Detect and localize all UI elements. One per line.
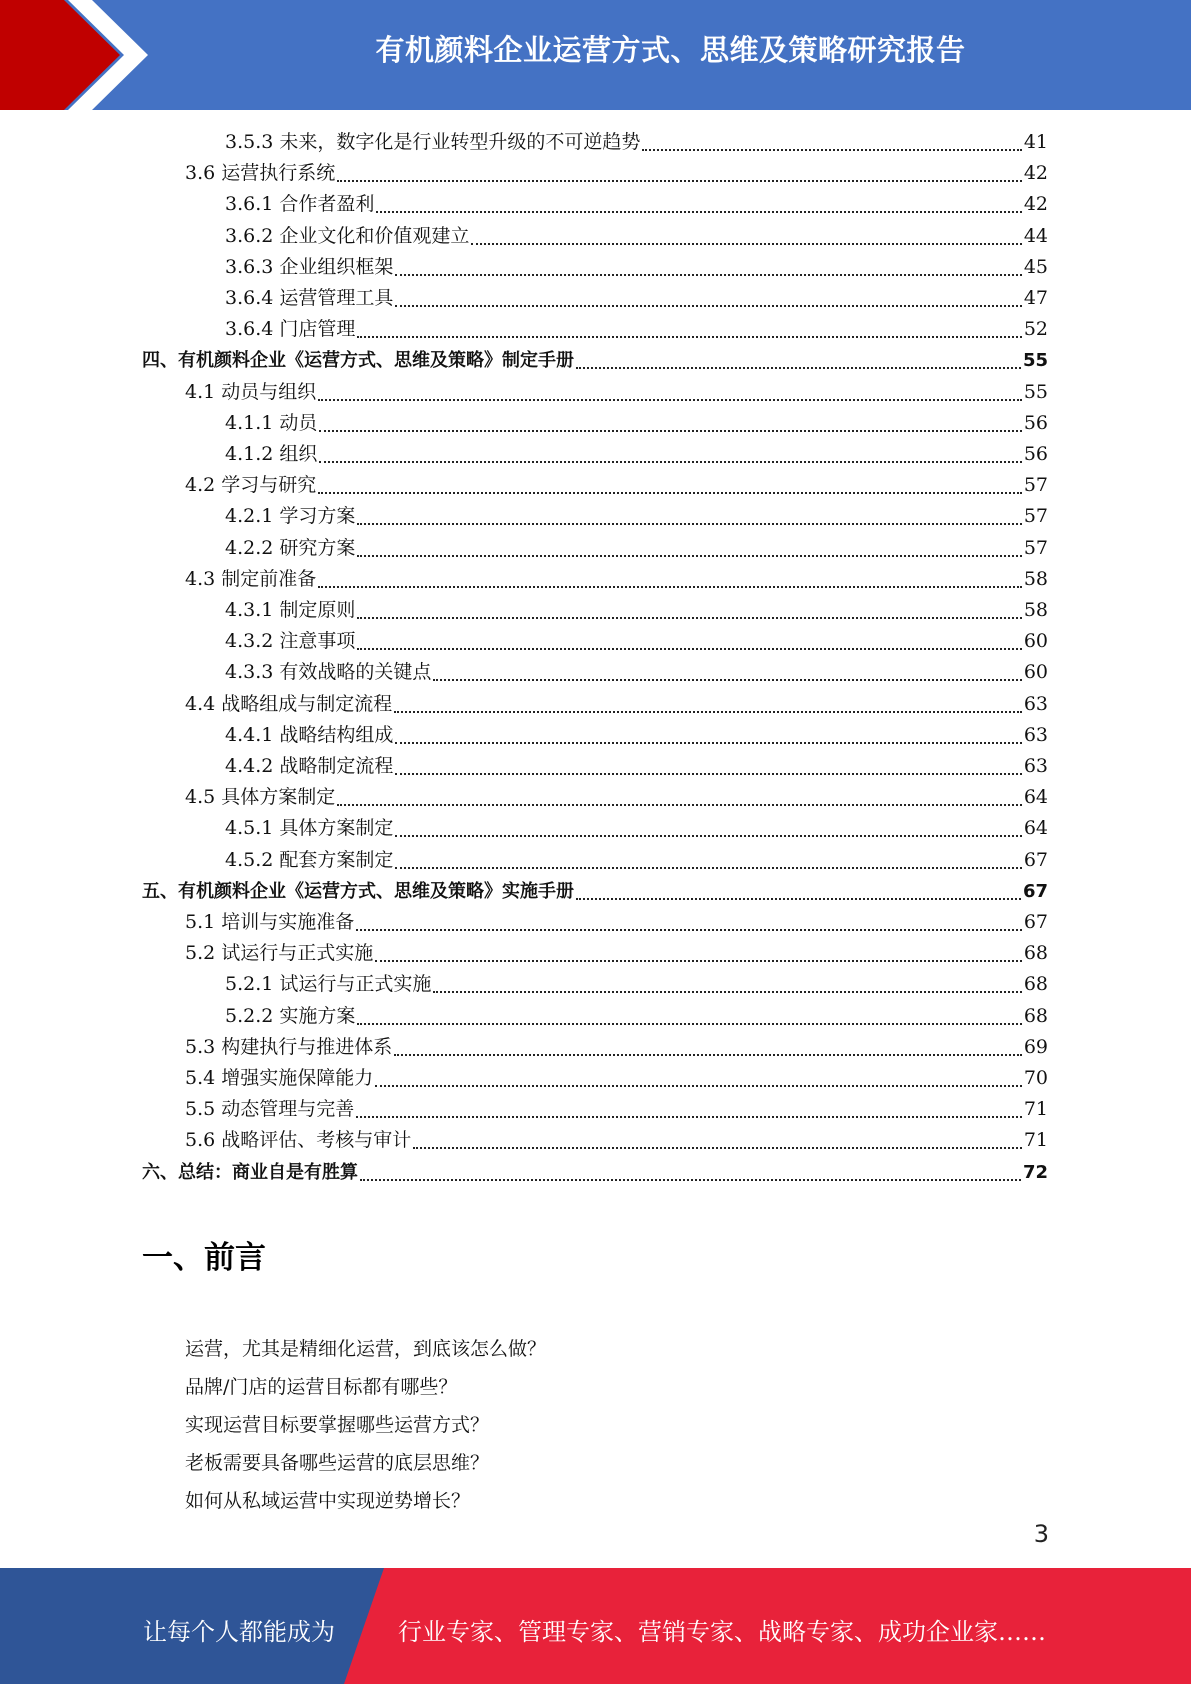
intro-questions <box>185 1330 546 1520</box>
toc-entry[interactable] <box>185 907 1048 938</box>
toc-entry-page: 63 <box>1023 692 1048 715</box>
toc-dot-leader <box>413 1146 1022 1149</box>
toc-entry-page: 55 <box>1023 380 1048 403</box>
page-number: 3 <box>1033 1520 1049 1548</box>
toc-dot-leader <box>356 1115 1022 1118</box>
toc-dot-leader <box>395 273 1021 276</box>
toc-entry-label: 4.3.3 有效战略的关键点 <box>225 661 432 684</box>
toc-dot-leader <box>576 897 1021 900</box>
toc-entry[interactable] <box>225 845 1048 876</box>
toc-entry[interactable] <box>225 626 1048 657</box>
toc-entry[interactable] <box>225 751 1048 782</box>
toc-entry[interactable] <box>225 501 1048 532</box>
toc-entry-page: 70 <box>1023 1067 1048 1089</box>
toc-dot-leader <box>395 834 1021 837</box>
toc-entry-label: 4.3.2 注意事项 <box>225 630 356 653</box>
toc-entry[interactable] <box>225 189 1048 220</box>
toc-entry-label: 5.1 培训与实施准备 <box>185 911 355 933</box>
toc-entry-label: 5.2.1 试运行与正式实施 <box>225 973 432 996</box>
toc-entry-page: 64 <box>1023 817 1048 840</box>
toc-entry-label: 5.2.2 实施方案 <box>225 1004 356 1027</box>
toc-entry[interactable] <box>185 1125 1048 1156</box>
toc-entry-page: 42 <box>1023 162 1048 185</box>
toc-entry-page: 44 <box>1023 224 1048 247</box>
toc-entry-page: 57 <box>1023 536 1048 559</box>
toc-entry-page: 71 <box>1023 1129 1048 1152</box>
toc-dot-leader <box>395 772 1021 775</box>
toc-entry-page: 41 <box>1023 131 1048 153</box>
toc-entry-label: 4.4.2 战略制定流程 <box>225 755 394 777</box>
toc-entry-label: 5.3 构建执行与推进体系 <box>185 1035 393 1058</box>
toc-entry[interactable] <box>225 127 1048 158</box>
toc-entry-page: 42 <box>1023 193 1048 216</box>
toc-entry-label: 五、有机颜料企业《运营方式、思维及策略》实施手册 <box>142 880 574 902</box>
toc-entry-page: 60 <box>1023 630 1048 653</box>
intro-line: 老板需要具备哪些运营的底层思维？ <box>185 1452 490 1474</box>
toc-entry-label: 3.6.1 合作者盈利 <box>225 193 375 216</box>
toc-entry[interactable] <box>185 1063 1048 1094</box>
toc-entry-label: 六、总结：商业自是有胜算 <box>142 1161 358 1183</box>
toc-entry[interactable] <box>185 377 1048 408</box>
report-title: 有机颜料企业运营方式、思维及策略研究报告 <box>375 33 966 67</box>
toc-entry[interactable] <box>225 1001 1048 1032</box>
toc-entry-label: 4.2.1 学习方案 <box>225 505 356 528</box>
toc-entry-page: 63 <box>1023 755 1048 777</box>
toc-dot-leader <box>356 928 1022 931</box>
toc-chapter-entry[interactable] <box>142 345 1048 376</box>
toc-entry-page: 68 <box>1023 973 1048 996</box>
toc-dot-leader <box>319 460 1021 463</box>
toc-dot-leader <box>357 522 1021 525</box>
toc-dot-leader <box>357 647 1021 650</box>
toc-dot-leader <box>395 866 1021 869</box>
toc-entry-page: 69 <box>1023 1035 1048 1058</box>
toc-entry[interactable] <box>225 969 1048 1000</box>
toc-entry-label: 4.2 学习与研究 <box>185 474 317 497</box>
toc-entry[interactable] <box>225 252 1048 283</box>
toc-entry[interactable] <box>225 221 1048 252</box>
toc-entry-page: 67 <box>1023 848 1048 871</box>
toc-dot-leader <box>318 491 1022 494</box>
toc-dot-leader <box>357 554 1021 557</box>
toc-entry-page: 58 <box>1023 567 1048 590</box>
toc-entry-label: 4.3.1 制定原则 <box>225 599 356 621</box>
toc-entry-label: 5.5 动态管理与完善 <box>185 1098 355 1121</box>
toc-entry[interactable] <box>185 689 1048 720</box>
toc-entry-page: 68 <box>1023 1004 1048 1027</box>
toc-dot-leader <box>433 990 1021 993</box>
toc-chapter-entry[interactable] <box>142 876 1048 907</box>
footer-slogan-right: 行业专家、管理专家、营销专家、战略专家、成功企业家…… <box>398 1618 1046 1646</box>
toc-entry-page: 58 <box>1023 599 1048 621</box>
toc-entry-label: 5.4 增强实施保障能力 <box>185 1067 374 1089</box>
toc-dot-leader <box>394 1053 1022 1056</box>
toc-entry-label: 3.6.4 运营管理工具 <box>225 287 394 309</box>
toc-entry[interactable] <box>225 720 1048 751</box>
toc-entry-label: 4.2.2 研究方案 <box>225 536 356 559</box>
toc-entry-page: 71 <box>1023 1098 1048 1121</box>
toc-entry[interactable] <box>185 938 1048 969</box>
intro-line: 如何从私域运营中实现逆势增长？ <box>185 1490 471 1512</box>
toc-entry-label: 5.2 试运行与正式实施 <box>185 942 374 965</box>
toc-entry-label: 4.5 具体方案制定 <box>185 786 336 809</box>
toc-dot-leader <box>433 678 1021 681</box>
toc-dot-leader <box>357 1022 1021 1025</box>
toc-entry-page: 45 <box>1023 255 1048 278</box>
footer-slogan-left: 让每个人都能成为 <box>143 1618 335 1646</box>
toc-dot-leader <box>318 585 1022 588</box>
toc-entry[interactable] <box>225 533 1048 564</box>
toc-entry-page: 67 <box>1023 911 1048 933</box>
toc-entry-label: 4.1 动员与组织 <box>185 380 317 403</box>
toc-dot-leader <box>319 429 1021 432</box>
toc-entry-label: 4.5.1 具体方案制定 <box>225 817 394 840</box>
toc-entry-page: 52 <box>1023 318 1048 341</box>
toc-dot-leader <box>318 398 1022 401</box>
toc-dot-leader <box>375 1084 1022 1087</box>
toc-entry-page: 72 <box>1022 1161 1048 1183</box>
toc-dot-leader <box>360 1178 1021 1181</box>
toc-entry-label: 四、有机颜料企业《运营方式、思维及策略》制定手册 <box>142 350 574 372</box>
toc-entry-page: 57 <box>1023 505 1048 528</box>
toc-dot-leader <box>576 366 1021 369</box>
toc-dot-leader <box>395 741 1021 744</box>
toc-entry[interactable] <box>185 470 1048 501</box>
toc-entry-label: 3.6.4 门店管理 <box>225 318 356 341</box>
toc-entry-label: 4.4 战略组成与制定流程 <box>185 692 393 715</box>
toc-dot-leader <box>395 304 1021 307</box>
toc-entry[interactable] <box>185 564 1048 595</box>
toc-dot-leader <box>394 710 1022 713</box>
header-chevron-decoration <box>0 0 160 110</box>
toc-entry-page: 56 <box>1023 411 1048 434</box>
intro-line: 品牌/门店的运营目标都有哪些？ <box>185 1376 458 1398</box>
toc-entry-label: 4.4.1 战略结构组成 <box>225 723 394 746</box>
toc-entry-page: 47 <box>1023 287 1048 309</box>
toc-chapter-entry[interactable] <box>142 1157 1048 1188</box>
toc-entry-label: 4.5.2 配套方案制定 <box>225 848 394 871</box>
toc-entry-label: 4.1.1 动员 <box>225 411 318 434</box>
toc-dot-leader <box>357 616 1021 619</box>
toc-entry[interactable] <box>225 314 1048 345</box>
toc-entry-page: 55 <box>1022 350 1048 372</box>
toc-entry-label: 5.6 战略评估、考核与审计 <box>185 1129 412 1152</box>
toc-entry-label: 4.1.2 组织 <box>225 443 318 465</box>
page-footer <box>0 1568 1191 1684</box>
toc-entry-label: 4.3 制定前准备 <box>185 567 317 590</box>
toc-entry[interactable] <box>225 283 1048 314</box>
toc-entry-label: 3.5.3 未来，数字化是行业转型升级的不可逆趋势 <box>225 131 641 153</box>
toc-entry[interactable] <box>185 158 1048 189</box>
toc-dot-leader <box>337 803 1022 806</box>
toc-entry-label: 3.6 运营执行系统 <box>185 162 336 185</box>
toc-entry[interactable] <box>225 408 1048 439</box>
toc-entry[interactable] <box>185 1032 1048 1063</box>
toc-entry[interactable] <box>225 595 1048 626</box>
toc-entry[interactable] <box>225 813 1048 844</box>
toc-entry-label: 3.6.3 企业组织框架 <box>225 255 394 278</box>
toc-dot-leader <box>357 335 1021 338</box>
toc-entry-label: 3.6.2 企业文化和价值观建立 <box>225 224 470 247</box>
intro-line: 实现运营目标要掌握哪些运营方式？ <box>185 1414 490 1436</box>
toc-dot-leader <box>375 959 1022 962</box>
toc-entry-page: 56 <box>1023 443 1048 465</box>
intro-line: 运营，尤其是精细化运营，到底该怎么做？ <box>185 1338 547 1360</box>
toc-entry[interactable] <box>225 657 1048 688</box>
toc-dot-leader <box>376 210 1021 213</box>
toc-entry-page: 60 <box>1023 661 1048 684</box>
toc-entry-page: 57 <box>1023 474 1048 497</box>
toc-entry[interactable] <box>185 1094 1048 1125</box>
toc-dot-leader <box>642 148 1021 151</box>
toc-entry-page: 64 <box>1023 786 1048 809</box>
toc-dot-leader <box>471 242 1021 245</box>
section-heading: 一、前言 <box>142 1240 266 1276</box>
toc-entry-page: 67 <box>1022 880 1048 902</box>
toc-entry[interactable] <box>225 439 1048 470</box>
toc-entry-page: 68 <box>1023 942 1048 965</box>
toc-dot-leader <box>337 179 1022 182</box>
page-header <box>0 0 1191 110</box>
toc-entry[interactable] <box>185 782 1048 813</box>
toc-entry-page: 63 <box>1023 723 1048 746</box>
